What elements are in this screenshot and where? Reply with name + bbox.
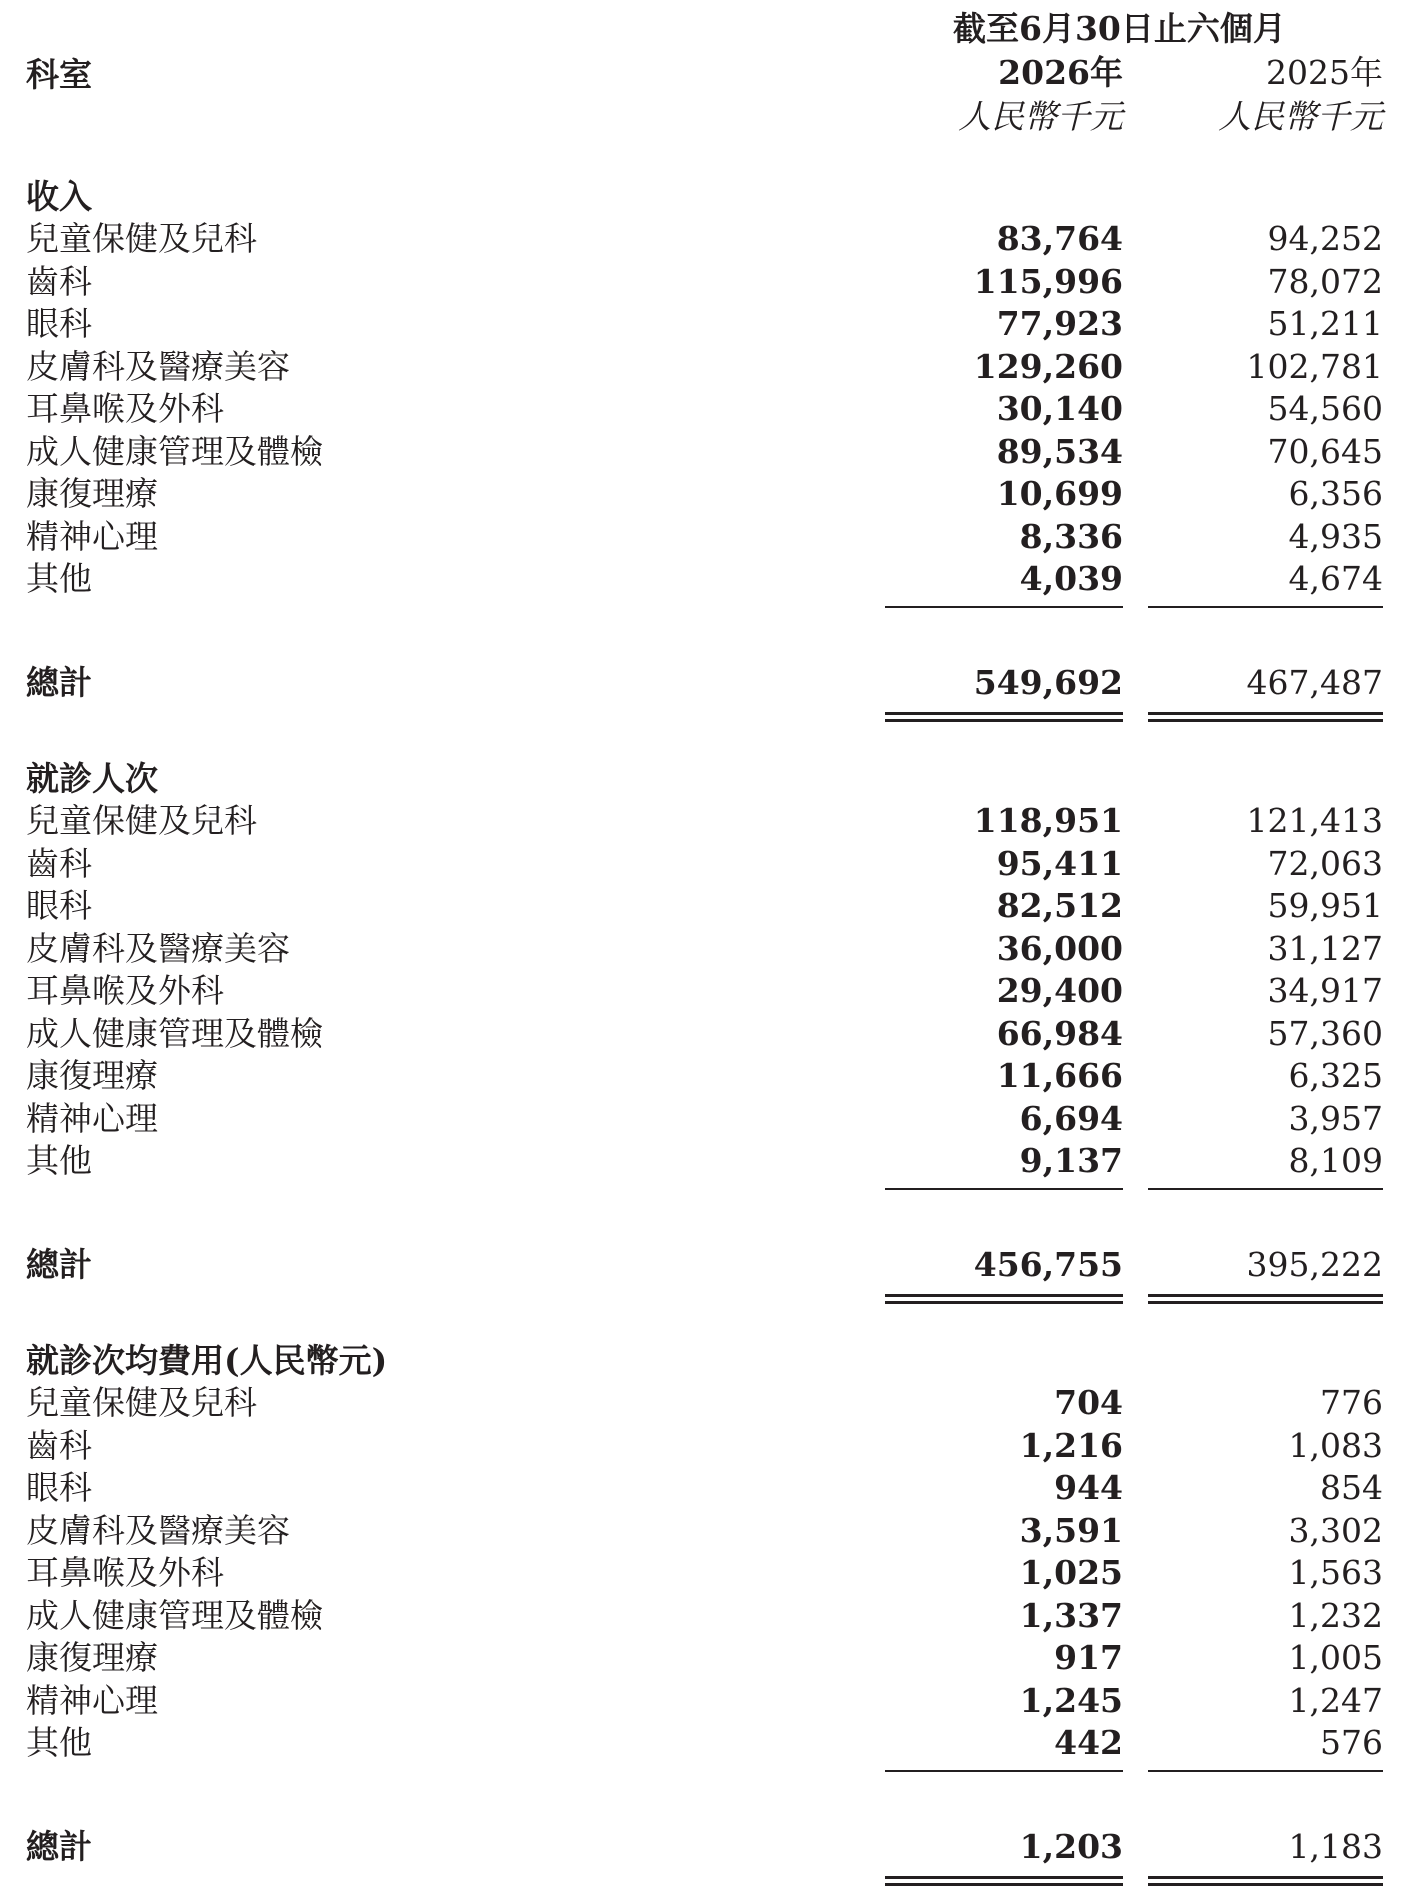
- row-label: 皮膚科及醫療美容: [26, 928, 290, 968]
- value-2026: 83,764: [996, 219, 1123, 258]
- subtotal-rule-2025: [1148, 606, 1383, 608]
- row-label: 兒童保健及兒科: [26, 219, 257, 258]
- unit-current-header: 人民幣千元: [958, 97, 1123, 136]
- row-label: 皮膚科及醫療美容: [26, 1510, 290, 1550]
- value-2025: 70,645: [1267, 431, 1383, 471]
- row-label: 其他: [26, 559, 92, 598]
- value-2025: 34,917: [1267, 971, 1383, 1010]
- total-label: 總計: [26, 1245, 92, 1284]
- value-2026: 3,591: [1019, 1510, 1123, 1550]
- subtotal-rule-2026: [885, 1188, 1123, 1190]
- year-current-header: 2026年: [998, 53, 1123, 92]
- row-label: 精神心理: [26, 1098, 158, 1138]
- row-label: 齒科: [26, 1425, 92, 1465]
- row-label: 成人健康管理及體檢: [26, 431, 323, 471]
- total-double-rule-2026-bottom: [885, 1883, 1123, 1886]
- value-2026: 129,260: [973, 346, 1123, 386]
- value-2026: 9,137: [1019, 1141, 1123, 1180]
- year-prior-header: 2025年: [1266, 53, 1383, 92]
- value-2025: 1,005: [1288, 1638, 1383, 1677]
- row-label: 皮膚科及醫療美容: [26, 346, 290, 386]
- total-double-rule-2025-top: [1148, 712, 1383, 715]
- section-title: 收入: [26, 177, 92, 216]
- value-2026: 95,411: [996, 843, 1123, 883]
- subtotal-rule-2026: [885, 606, 1123, 608]
- subtotal-rule-2026: [885, 1770, 1123, 1772]
- section-title: 就診次均費用(人民幣元): [26, 1341, 388, 1380]
- total-double-rule-2026-top: [885, 1294, 1123, 1297]
- value-2025: 121,413: [1246, 801, 1383, 840]
- value-2026: 944: [1054, 1468, 1123, 1507]
- total-2026: 549,692: [973, 663, 1123, 702]
- value-2025: 1,232: [1288, 1595, 1383, 1635]
- row-label: 眼科: [26, 886, 92, 925]
- value-2026: 66,984: [996, 1013, 1123, 1053]
- value-2025: 776: [1320, 1383, 1383, 1422]
- value-2026: 10,699: [996, 474, 1123, 513]
- value-2026: 118,951: [973, 801, 1123, 840]
- value-2025: 57,360: [1267, 1013, 1383, 1053]
- total-2025: 1,183: [1288, 1827, 1383, 1866]
- value-2025: 51,211: [1267, 304, 1383, 343]
- total-2025: 467,487: [1246, 663, 1383, 702]
- value-2025: 6,325: [1288, 1056, 1383, 1095]
- value-2025: 4,674: [1288, 559, 1383, 598]
- value-2025: 6,356: [1288, 474, 1383, 513]
- value-2026: 11,666: [996, 1056, 1123, 1095]
- value-2025: 1,563: [1288, 1553, 1383, 1592]
- row-label: 康復理療: [26, 474, 158, 513]
- row-label: 眼科: [26, 304, 92, 343]
- value-2025: 102,781: [1246, 346, 1383, 386]
- total-double-rule-2026-top: [885, 712, 1123, 715]
- row-label: 齒科: [26, 843, 92, 883]
- total-double-rule-2026-top: [885, 1876, 1123, 1879]
- value-2026: 1,216: [1019, 1425, 1123, 1465]
- row-label: 康復理療: [26, 1056, 158, 1095]
- value-2026: 36,000: [996, 928, 1123, 968]
- value-2025: 4,935: [1288, 516, 1383, 556]
- value-2025: 854: [1320, 1468, 1383, 1507]
- value-2026: 115,996: [973, 261, 1123, 301]
- row-label: 齒科: [26, 261, 92, 301]
- value-2026: 4,039: [1019, 559, 1123, 598]
- row-label: 精神心理: [26, 516, 158, 556]
- total-double-rule-2025-top: [1148, 1876, 1383, 1879]
- subtotal-rule-2025: [1148, 1770, 1383, 1772]
- value-2025: 1,247: [1288, 1680, 1383, 1720]
- unit-prior-header: 人民幣千元: [1218, 97, 1383, 136]
- row-label: 耳鼻喉及外科: [26, 1553, 224, 1592]
- value-2026: 917: [1054, 1638, 1123, 1677]
- value-2026: 1,337: [1019, 1595, 1123, 1635]
- value-2026: 442: [1054, 1723, 1123, 1762]
- total-label: 總計: [26, 663, 92, 702]
- subtotal-rule-2025: [1148, 1188, 1383, 1190]
- row-label: 成人健康管理及體檢: [26, 1013, 323, 1053]
- value-2026: 29,400: [996, 971, 1123, 1010]
- total-double-rule-2026-bottom: [885, 1301, 1123, 1304]
- row-label: 耳鼻喉及外科: [26, 389, 224, 428]
- row-label: 兒童保健及兒科: [26, 1383, 257, 1422]
- total-2025: 395,222: [1246, 1245, 1383, 1284]
- department-column-header: 科室: [26, 55, 92, 94]
- row-label: 康復理療: [26, 1638, 158, 1677]
- value-2025: 576: [1320, 1723, 1383, 1762]
- value-2025: 31,127: [1267, 928, 1383, 968]
- value-2025: 8,109: [1288, 1141, 1383, 1180]
- value-2026: 8,336: [1019, 516, 1123, 556]
- total-2026: 1,203: [1019, 1827, 1123, 1866]
- row-label: 兒童保健及兒科: [26, 801, 257, 840]
- section-title: 就診人次: [26, 759, 158, 798]
- row-label: 精神心理: [26, 1680, 158, 1720]
- total-label: 總計: [26, 1827, 92, 1866]
- total-2026: 456,755: [973, 1245, 1123, 1284]
- value-2026: 704: [1054, 1383, 1123, 1422]
- row-label: 成人健康管理及體檢: [26, 1595, 323, 1635]
- row-label: 眼科: [26, 1468, 92, 1507]
- total-double-rule-2025-top: [1148, 1294, 1383, 1297]
- total-double-rule-2025-bottom: [1148, 719, 1383, 722]
- total-double-rule-2025-bottom: [1148, 1301, 1383, 1304]
- value-2026: 89,534: [996, 431, 1123, 471]
- row-label: 其他: [26, 1723, 92, 1762]
- value-2026: 77,923: [996, 304, 1123, 343]
- value-2026: 1,025: [1019, 1553, 1123, 1592]
- value-2025: 78,072: [1267, 261, 1383, 301]
- value-2025: 3,957: [1288, 1098, 1383, 1138]
- value-2025: 72,063: [1267, 843, 1383, 883]
- value-2026: 1,245: [1019, 1680, 1123, 1720]
- period-header: 截至6月30日止六個月: [953, 9, 1286, 48]
- row-label: 耳鼻喉及外科: [26, 971, 224, 1010]
- total-double-rule-2026-bottom: [885, 719, 1123, 722]
- value-2025: 54,560: [1267, 389, 1383, 428]
- total-double-rule-2025-bottom: [1148, 1883, 1383, 1886]
- value-2025: 3,302: [1288, 1510, 1383, 1550]
- value-2025: 59,951: [1267, 886, 1383, 925]
- value-2026: 82,512: [996, 886, 1123, 925]
- value-2025: 1,083: [1288, 1425, 1383, 1465]
- value-2026: 6,694: [1019, 1098, 1123, 1138]
- row-label: 其他: [26, 1141, 92, 1180]
- value-2026: 30,140: [996, 389, 1123, 428]
- value-2025: 94,252: [1267, 219, 1383, 258]
